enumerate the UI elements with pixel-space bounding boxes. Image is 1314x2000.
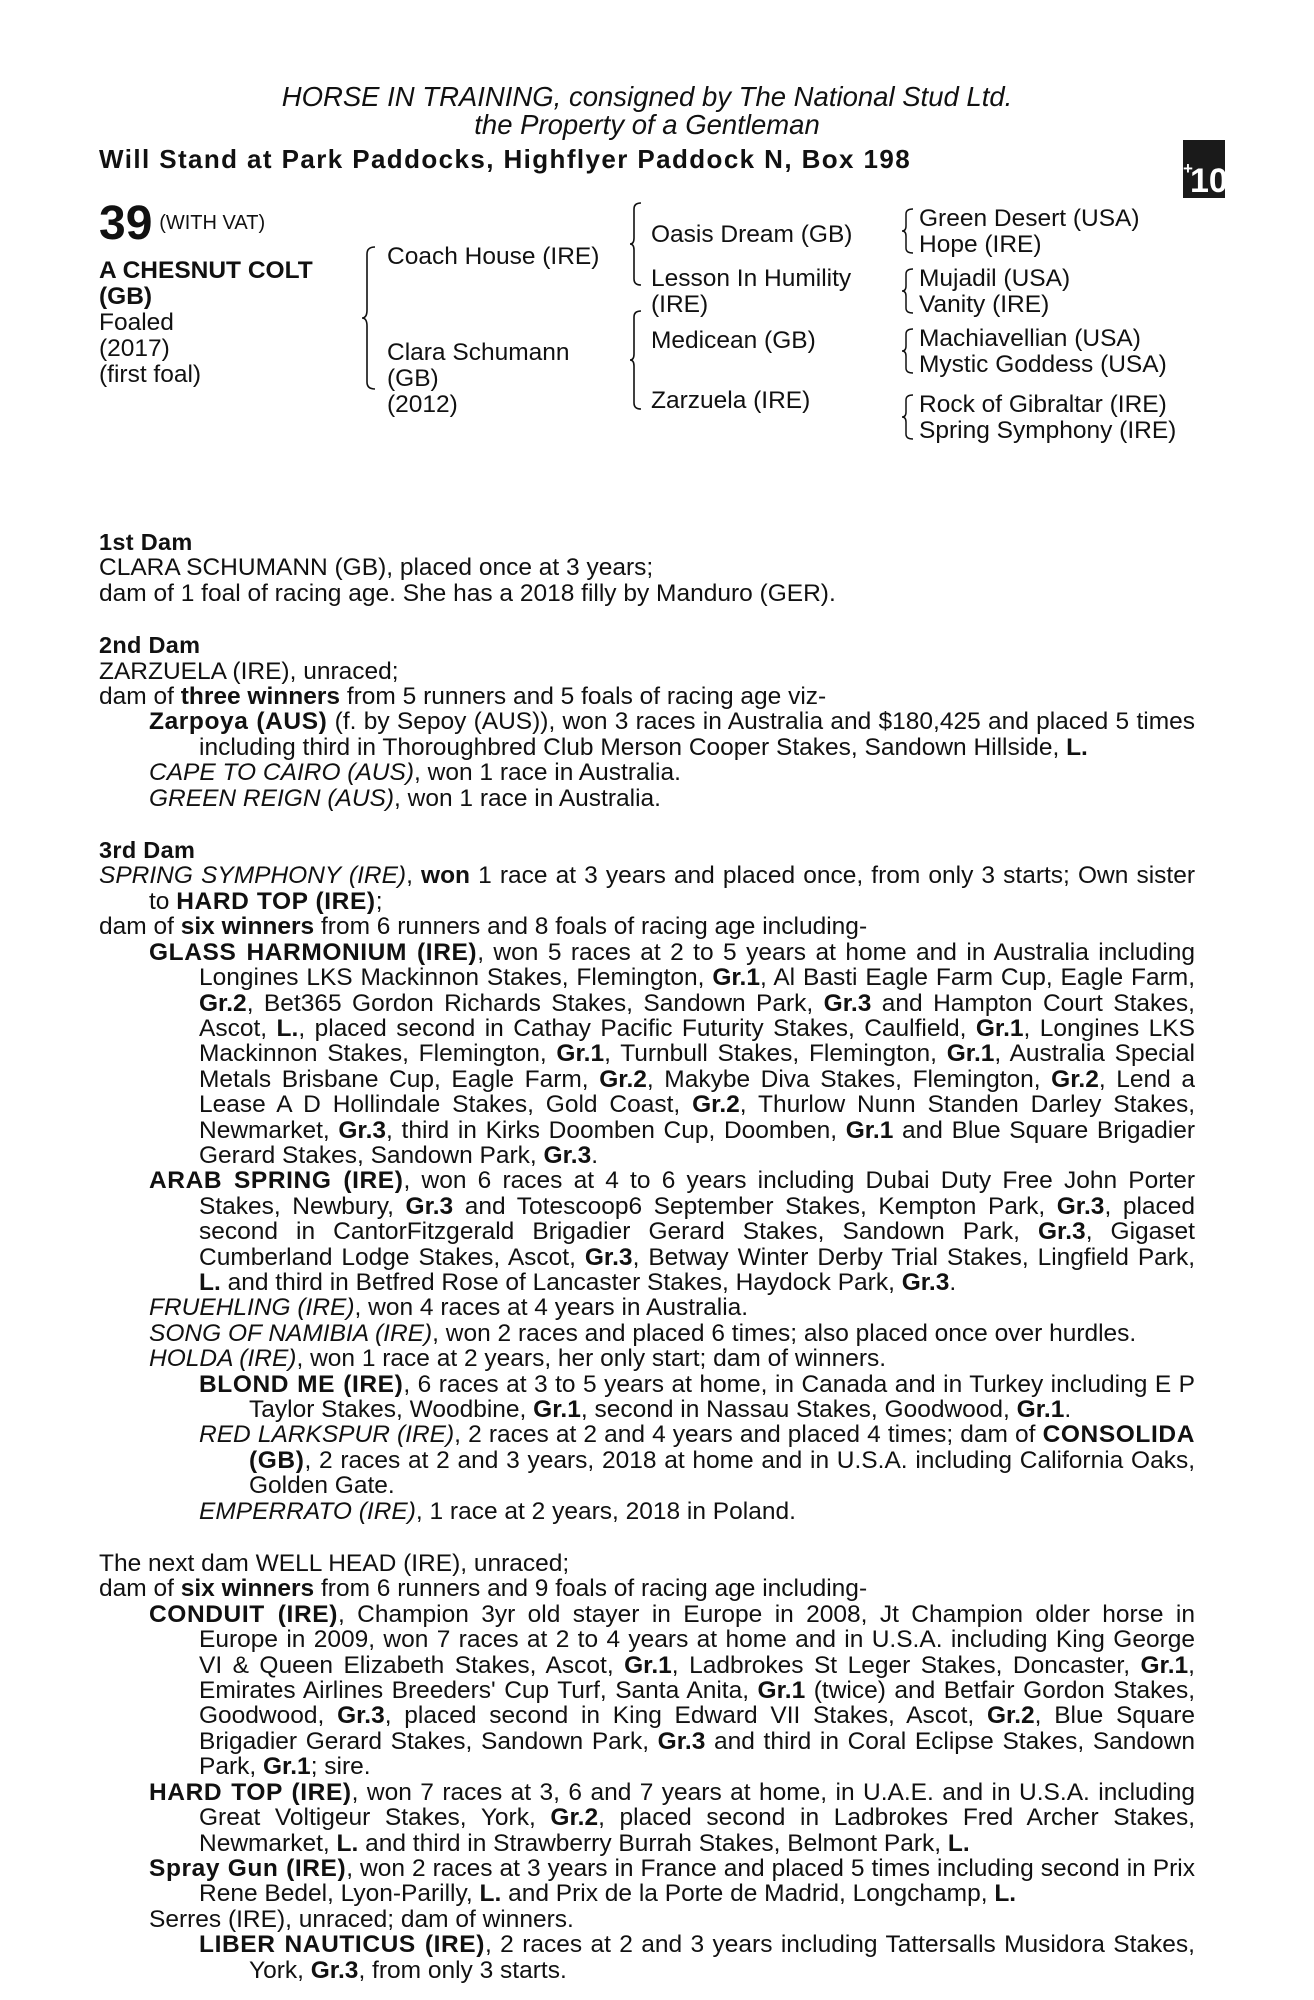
next-dam-section bbox=[99, 1551, 1195, 1983]
produce-entry: Spray Gun (IRE), won 2 races at 3 years in France and placed 5 times including second in Prix Rene Bedel, Lyon-Parilly, L. and Prix de la Porte de Madrid, Longchamp, L. bbox=[149, 1854, 1195, 1908]
pedigree-table bbox=[99, 197, 1199, 540]
first-dam-heading: 1st Dam bbox=[99, 529, 193, 555]
dam-name: Clara Schumann bbox=[387, 339, 570, 366]
grand-produce-entry: RED LARKSPUR (IRE), 2 races at 2 and 4 years and placed 4 times; dam of CONSOLIDA (GB), 2 races at 2 and 3 years, 2018 at home and in U.S.A. including California Oaks, Golden Gate. bbox=[199, 1421, 1195, 1500]
third-dam-heading: 3rd Dam bbox=[99, 837, 196, 864]
produce-entry: ARAB SPRING (IRE), won 6 races at 4 to 6 years including Dubai Duty Free John Porter Stakes, Newbury, Gr.3 and Totescoop6 September Stakes, Kempton Park, Gr.3, placed second in CantorFitzgerald Brigadier Gerard Stakes, Sandown Park, Gr.3, Gigaset Cumberland Lodge Stakes, Ascot, Gr.3, Betway Winter Derby Trial Stakes, Lingfield Park, L. and third in Betfred Rose of Lancaster Stakes, Haydock Park, Gr.3. bbox=[149, 1167, 1196, 1296]
sire-parents-bracket bbox=[629, 202, 643, 286]
produce-entry: Zarpoya (AUS) (f. by Sepoy (AUS)), won 3 races in Australia and $180,425 and placed 5 times including third in Thoroughbred Club Merson Cooper Stakes, Sandown Hillside, L. bbox=[149, 708, 1195, 761]
gen3-bracket-3 bbox=[901, 328, 915, 374]
lot-badge bbox=[1183, 140, 1228, 200]
sire-dam-sire: Mujadil (USA) bbox=[919, 265, 1071, 292]
foal-note: (first foal) bbox=[99, 361, 202, 388]
next-dam-line2: dam of six winners from 6 runners and 9 foals of racing age including- bbox=[99, 1575, 868, 1603]
stabling-line: Will Stand at Park Paddocks, Highflyer Paddock N, Box 198 bbox=[99, 144, 912, 174]
produce-entry: Serres (IRE), unraced; dam of winners. bbox=[149, 1905, 574, 1933]
lot-origin: (GB) bbox=[99, 283, 153, 310]
sire-dam: Lesson In Humility bbox=[651, 265, 852, 292]
grand-produce-entry: EMPERRATO (IRE), 1 race at 2 years, 2018 in Poland. bbox=[199, 1497, 796, 1525]
dam-dam: Zarzuela (IRE) bbox=[651, 387, 811, 414]
sire-dam-origin: (IRE) bbox=[651, 291, 709, 318]
sire-name: Coach House (IRE) bbox=[387, 243, 600, 270]
produce-entry: CAPE TO CAIRO (AUS), won 1 race in Australia. bbox=[149, 759, 681, 787]
second-dam-line2: dam of three winners from 5 runners and 5 foals of racing age viz- bbox=[99, 683, 827, 711]
produce-entry: HOLDA (IRE), won 1 race at 2 years, her only start; dam of winners. bbox=[149, 1345, 887, 1373]
produce-entry: GLASS HARMONIUM (IRE), won 5 races at 2 to 5 years at home and in Australia including Longines LKS Mackinnon Stakes, Flemington, Gr.1, Al Basti Eagle Farm Cup, Eagle Farm, Gr.2, Bet365 Gordon Richards Stakes, Sandown Park, Gr.3 and Hampton Court Stakes, Ascot, L., placed second in Cathay Pacific Futurity Stakes, Caulfield, Gr.1, Longines LKS Mackinnon Stakes, Flemington, Gr.1, Turnbull Stakes, Flemington, Gr.1, Australia Special Metals Brisbane Cup, Eagle Farm, Gr.2, Makybe Diva Stakes, Flemington, Gr.2, Lend a Lease A D Hollindale Stakes, Gold Coast, Gr.2, Thurlow Nunn Standen Darley Stakes, Newmarket, Gr.3, third in Kirks Doomben Cup, Doomben, Gr.1 and Blue Square Brigadier Gerard Stakes, Sandown Park, Gr.3. bbox=[149, 938, 1196, 1169]
gen3-bracket-2 bbox=[901, 268, 915, 314]
dam-sire-dam: Mystic Goddess (USA) bbox=[919, 351, 1167, 378]
produce-entry: CONDUIT (IRE), Champion 3yr old stayer in Europe in 2008, Jt Champion older horse in Europe in 2009, won 7 races at 2 to 4 years at home and in U.S.A. including King George VI & Queen Elizabeth Stakes, Ascot, Gr.1, Ladbrokes St Leger Stakes, Doncaster, Gr.1, Emirates Airlines Breeders' Cup Turf, Santa Anita, Gr.1 (twice) and Betfair Gordon Stakes, Goodwood, Gr.3, placed second in King Edward VII Stakes, Ascot, Gr.2, Blue Square Brigadier Gerard Stakes, Sandown Park, Gr.3 and third in Coral Eclipse Stakes, Sandown Park, Gr.1; sire. bbox=[149, 1600, 1196, 1781]
lot-number: 39 bbox=[99, 197, 153, 250]
next-dam-line1: The next dam WELL HEAD (IRE), unraced; bbox=[99, 1550, 570, 1578]
grand-produce-entry: LIBER NAUTICUS (IRE), 2 races at 2 and 3 years including Tattersalls Musidora Stakes, York, Gr.3, from only 3 starts. bbox=[199, 1931, 1195, 1984]
gen3-bracket-1 bbox=[901, 208, 915, 254]
third-dam-section bbox=[99, 838, 1195, 1524]
produce-entry: SONG OF NAMIBIA (IRE), won 2 races and placed 6 times; also placed once over hurdles. bbox=[149, 1319, 1137, 1347]
produce-entry: FRUEHLING (IRE), won 4 races at 4 years in Australia. bbox=[149, 1294, 749, 1322]
consignor-line: HORSE IN TRAINING, consigned by The National Stud Ltd. bbox=[281, 81, 1013, 112]
produce-record bbox=[99, 530, 1195, 1983]
sire-sire-dam: Hope (IRE) bbox=[919, 231, 1042, 258]
grand-produce-entry: BLOND ME (IRE), 6 races at 3 to 5 years at home, in Canada and in Turkey including E P Taylor Stakes, Woodbine, Gr.1, second in Nassau Stakes, Goodwood, Gr.1. bbox=[199, 1370, 1195, 1423]
first-dam-line2: dam of 1 foal of racing age. She has a 2018 filly by Manduro (GER). bbox=[99, 579, 836, 607]
sire-dam-dam: Vanity (IRE) bbox=[919, 291, 1050, 318]
vat-note: (WITH VAT) bbox=[159, 212, 266, 234]
produce-entry: HARD TOP (IRE), won 7 races at 3, 6 and 7 years at home, in U.A.E. and in U.S.A. including Great Voltigeur Stakes, York, Gr.2, placed second in Ladbrokes Fred Archer Stakes, Newmarket, L. and third in Strawberry Burrah Stakes, Belmont Park, L. bbox=[149, 1778, 1195, 1857]
dam-sire: Medicean (GB) bbox=[651, 327, 816, 354]
property-line: the Property of a Gentleman bbox=[474, 109, 820, 140]
gen3-bracket-4 bbox=[901, 394, 915, 440]
lot-number-line bbox=[99, 197, 266, 250]
second-dam-line1: ZARZUELA (IRE), unraced; bbox=[99, 657, 399, 685]
sire-sire-sire: Green Desert (USA) bbox=[919, 205, 1140, 232]
dam-year: (2012) bbox=[387, 391, 458, 418]
foaled-year: (2017) bbox=[99, 335, 170, 362]
sire-dam-bracket bbox=[361, 246, 377, 390]
produce-entry: GREEN REIGN (AUS), won 1 race in Australia. bbox=[149, 784, 661, 812]
lot-description: A CHESNUT COLT bbox=[99, 257, 313, 284]
dam-dam-sire: Rock of Gibraltar (IRE) bbox=[919, 391, 1167, 418]
dam-origin: (GB) bbox=[387, 365, 439, 392]
plus-icon: + bbox=[1183, 159, 1193, 178]
badge-number: 10 bbox=[1189, 162, 1228, 200]
third-dam-line2: dam of six winners from 6 runners and 8 foals of racing age including- bbox=[99, 913, 868, 941]
dam-dam-dam: Spring Symphony (IRE) bbox=[919, 417, 1177, 444]
dam-parents-bracket bbox=[629, 310, 643, 410]
first-dam-section bbox=[99, 530, 1195, 606]
catalogue-page bbox=[99, 81, 1196, 1984]
sire-sire: Oasis Dream (GB) bbox=[651, 221, 853, 248]
first-dam-line1: CLARA SCHUMANN (GB), placed once at 3 years; bbox=[99, 554, 654, 582]
dam-sire-sire: Machiavellian (USA) bbox=[919, 325, 1141, 352]
third-dam-line1: SPRING SYMPHONY (IRE), won 1 race at 3 years and placed once, from only 3 starts; Own sister to HARD TOP (IRE); bbox=[99, 862, 1195, 915]
second-dam-section bbox=[99, 633, 1195, 811]
foaled-label: Foaled bbox=[99, 309, 174, 336]
second-dam-heading: 2nd Dam bbox=[99, 632, 201, 659]
